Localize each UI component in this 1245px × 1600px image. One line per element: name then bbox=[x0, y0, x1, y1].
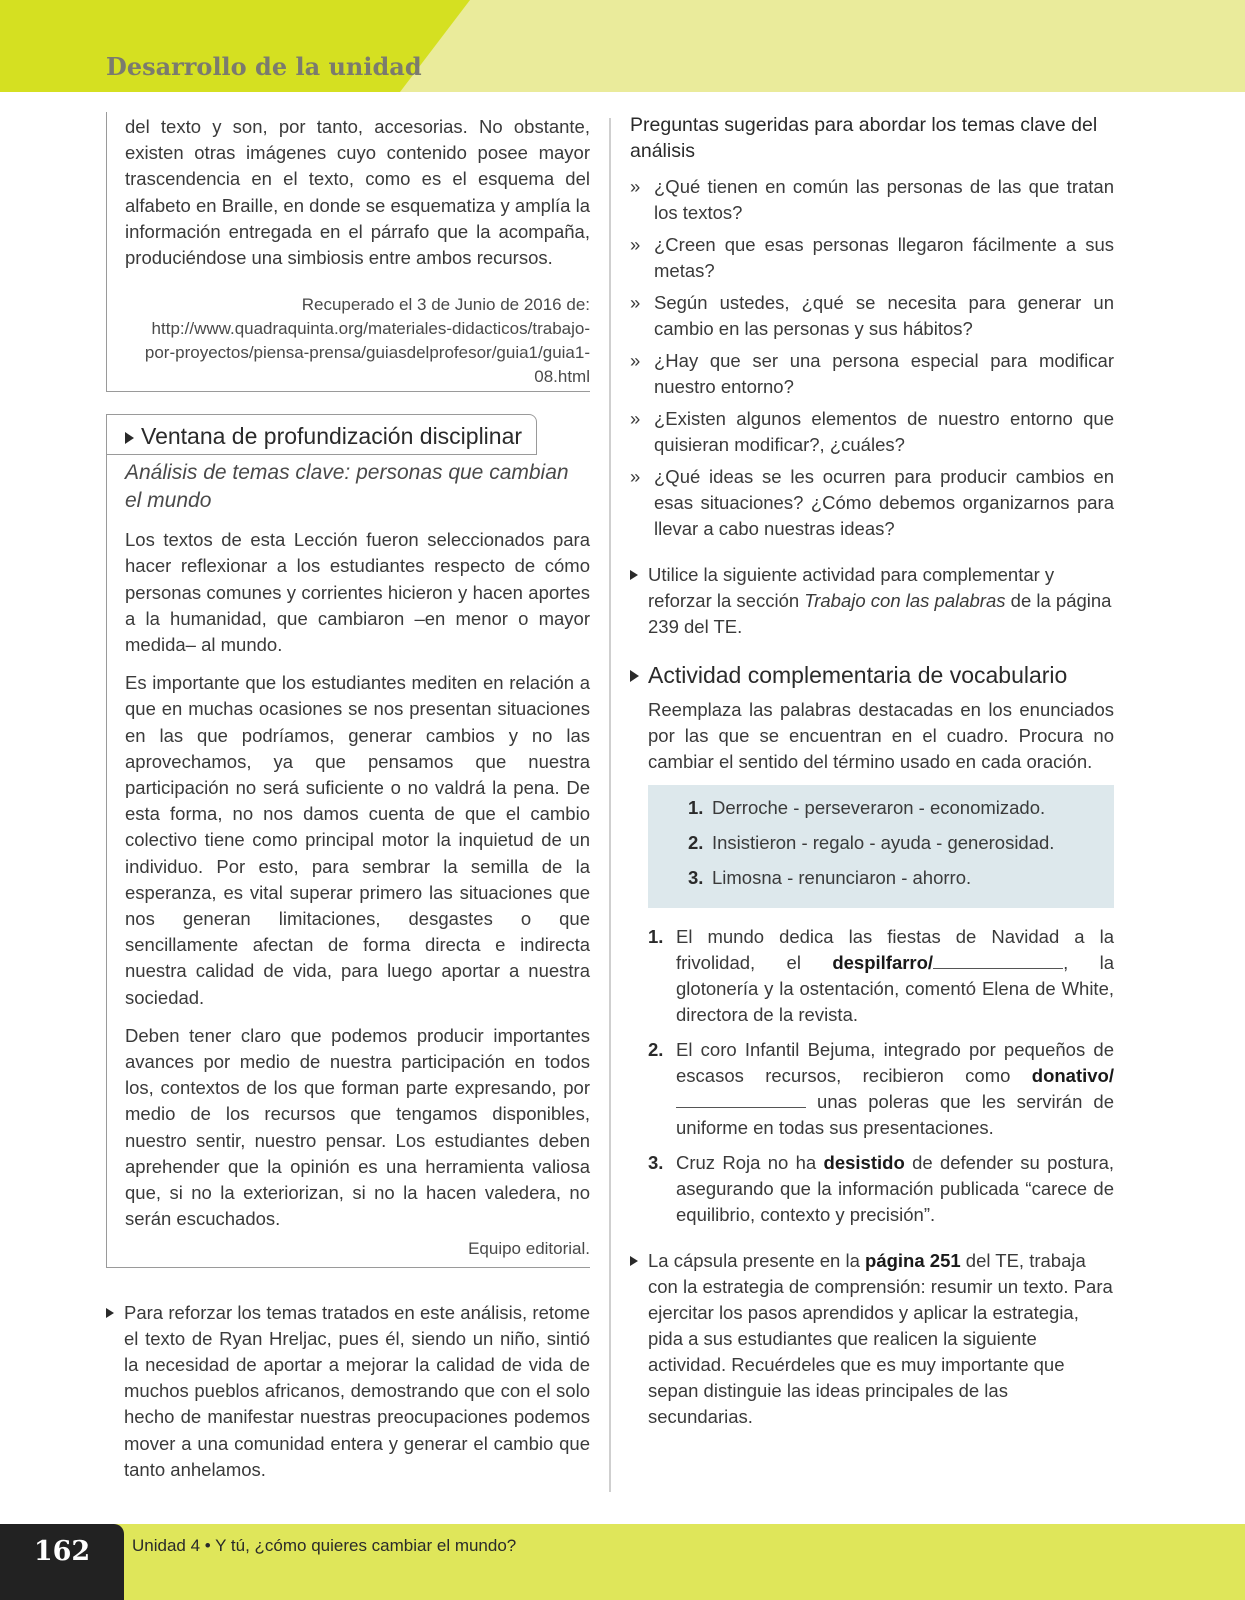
question-text: ¿Qué ideas se les ocurren para producir cambios en esas situaciones? ¿Cómo debemos organizarnos para llevar a cabo nuestras ideas? bbox=[654, 466, 1114, 539]
vocabulary-words: Limosna - renunciaron - ahorro. bbox=[712, 867, 972, 888]
vocabulary-list bbox=[688, 795, 1098, 891]
vocabulary-words: Derroche - perseveraron - economizado. bbox=[712, 797, 1046, 818]
item-number: 1. bbox=[648, 926, 664, 947]
highlighted-word: donativo/ bbox=[1031, 1065, 1114, 1086]
triangle-icon bbox=[125, 432, 134, 444]
question-item bbox=[630, 406, 1114, 458]
exercise-item: 3. Cruz Roja no ha desistido de defender su postura, asegurando que la información publicada “carece de equilibrio, contexto y precisión”. bbox=[648, 1152, 1115, 1225]
activity-title: Actividad complementaria de vocabulario bbox=[630, 662, 1114, 689]
exercise-list bbox=[648, 924, 1114, 1228]
page-reference: página 251 bbox=[865, 1250, 961, 1271]
item-number: 3. bbox=[648, 1152, 664, 1173]
triangle-icon bbox=[630, 670, 639, 682]
column-divider bbox=[609, 118, 611, 1492]
vocabulary-box bbox=[648, 785, 1114, 908]
intro-paragraph: del texto y son, por tanto, accesorias. No obstante, existen otras imágenes cuyo contenido posee mayor trascendencia en el texto, como es el esquema del alfabeto en Braille, en donde se esquematiza y amplía la información entregada en el párrafo que la acompaña, produciéndose una simbiosis entre ambos recursos. bbox=[125, 116, 590, 269]
item-number: 3. bbox=[688, 867, 704, 888]
window-paragraph-3: Deben tener claro que podemos producir importantes avances por medio de nuestra participación en todos los, contextos de los que forman parte expresando, por medio de los recursos que tengamos disponibles, nuestro sentir, nuestro pensar. Los estudiantes deben aprehender que la opinión es una herramienta valiosa que, si no la exteriorizan, si no la hacen valedera, no serán escuchados. bbox=[125, 1024, 590, 1230]
question-item bbox=[630, 174, 1114, 226]
activity-instructions: Reemplaza las palabras destacadas en los enunciados por las que se encuentran en el cuadro. Procura no cambiar el sentido del término usado en cada oración. bbox=[648, 699, 1114, 772]
vocabulary-item bbox=[688, 830, 1098, 856]
page-section-title: Desarrollo de la unidad bbox=[106, 52, 422, 81]
question-item bbox=[630, 290, 1114, 342]
triangle-icon bbox=[630, 1256, 638, 1266]
highlighted-word: despilfarro/ bbox=[832, 952, 934, 973]
vocabulary-item bbox=[688, 865, 1098, 891]
question-marker-icon: » bbox=[630, 234, 641, 255]
question-item bbox=[630, 232, 1114, 284]
deep-dive-window bbox=[106, 414, 590, 1267]
vocabulary-item bbox=[688, 795, 1098, 821]
window-subtitle: Análisis de temas clave: personas que cambian el mundo bbox=[125, 461, 569, 513]
highlighted-word: desistido bbox=[823, 1152, 905, 1173]
item-number: 2. bbox=[648, 1039, 664, 1060]
answer-blank[interactable] bbox=[933, 952, 1063, 969]
vocabulary-words: Insistieron - regalo - ayuda - generosidad. bbox=[712, 832, 1055, 853]
section-name: Trabajo con las palabras bbox=[804, 590, 1006, 611]
question-item bbox=[630, 348, 1114, 400]
question-item bbox=[630, 464, 1114, 542]
item-number: 2. bbox=[688, 832, 704, 853]
exercise-item: 1. El mundo dedica las fiestas de Navidad a la frivolidad, el despilfarro/ , la glotonería y la ostentación, comentó Elena de White, directora de la revista. bbox=[648, 926, 1114, 1025]
item-number: 1. bbox=[688, 797, 704, 818]
question-text: ¿Creen que esas personas llegaron fácilmente a sus metas? bbox=[654, 234, 1114, 281]
triangle-icon bbox=[630, 570, 638, 580]
quote-box bbox=[106, 112, 590, 392]
left-column bbox=[106, 112, 590, 1483]
question-text: ¿Qué tienen en común las personas de las que tratan los textos? bbox=[654, 176, 1114, 223]
capsule-bullet: La cápsula presente en la página 251 del TE, trabaja con la estrategia de comprensión: resumir un texto. Para ejercitar los pasos aprendidos y aplicar la estrategia, pida a sus estudiantes que realicen la siguiente actividad. Recuérdeles que es muy importante que sepan distinguie las ideas principales de las secundarias. bbox=[630, 1248, 1114, 1430]
window-tab bbox=[107, 414, 537, 455]
answer-blank[interactable] bbox=[676, 1091, 806, 1108]
editorial-credit: Equipo editorial. bbox=[468, 1238, 590, 1258]
question-marker-icon: » bbox=[630, 350, 641, 371]
question-text: ¿Hay que ser una persona especial para modificar nuestro entorno? bbox=[654, 350, 1114, 397]
question-marker-icon: » bbox=[630, 292, 641, 313]
window-paragraph-1: Los textos de esta Lección fueron seleccionados para hacer reflexionar a los estudiantes respecto de cómo personas comunes y corrientes hicieron y hacen aportes a la humanidad, que cambiaron –en menor o mayor medida– al mundo. bbox=[125, 529, 590, 656]
reinforce-text: Para reforzar los temas tratados en este análisis, retome el texto de Ryan Hreljac, pues él, siendo un niño, sintió la necesidad de aportar a mejorar la calidad de vida de muchos pueblos africanos, demostrando que con el solo hecho de manifestar nuestras preocupaciones podemos mover a una comunidad entera y generar el cambio que tanto anhelamos. bbox=[124, 1301, 590, 1480]
footer-unit-title: Unidad 4 • Y tú, ¿cómo quieres cambiar el mundo? bbox=[132, 1536, 517, 1555]
reinforce-bullet bbox=[106, 1300, 590, 1483]
right-column bbox=[630, 112, 1114, 1430]
question-marker-icon: » bbox=[630, 176, 641, 197]
questions-title: Preguntas sugeridas para abordar los temas clave del análisis bbox=[630, 114, 1098, 162]
activity-intro-bullet: Utilice la siguiente actividad para complementar y reforzar la sección Trabajo con las palabras de la página 239 del TE. bbox=[630, 562, 1114, 640]
window-title: Ventana de profundización disciplinar bbox=[141, 423, 523, 450]
questions-list bbox=[630, 174, 1114, 542]
exercise-item: 2. El coro Infantil Bejuma, integrado por pequeños de escasos recursos, recibieron como donativo/ unas poleras que les servirán de uniforme en todas sus presentaciones. bbox=[648, 1039, 1114, 1138]
question-text: Según ustedes, ¿qué se necesita para generar un cambio en las personas y sus hábitos? bbox=[654, 292, 1114, 339]
question-marker-icon: » bbox=[630, 408, 641, 429]
page-number: 162 bbox=[33, 1536, 91, 1567]
question-marker-icon: » bbox=[630, 466, 641, 487]
triangle-icon bbox=[106, 1308, 114, 1318]
source-citation: Recuperado el 3 de Junio de 2016 de: http://www.quadraquinta.org/materiales-didacticos/trabajo-por-proyectos/piensa-prensa/guiasdelprofesor/guia1/guia1-08.html bbox=[144, 295, 590, 387]
window-paragraph-2: Es importante que los estudiantes mediten en relación a que en muchas ocasiones se nos presentan situaciones en las que podríamos, generar cambios y no las aprovechamos, ya que pensamos que nuestra participación no será suficiente o no valdrá la pena. De esta forma, no nos damos cuenta de que el cambio colectivo tiene como principal motor la inquietud de un individuo. Por esto, para sembrar la semilla de la esperanza, es vital superar primero las situaciones que nos generan limitaciones, desgastes o que sencillamente afectan de forma directa e indirecta nuestra calidad de vida, para luego aportar a nuestra sociedad. bbox=[125, 672, 590, 1008]
question-text: ¿Existen algunos elementos de nuestro entorno que quisieran modificar?, ¿cuáles? bbox=[654, 408, 1114, 455]
